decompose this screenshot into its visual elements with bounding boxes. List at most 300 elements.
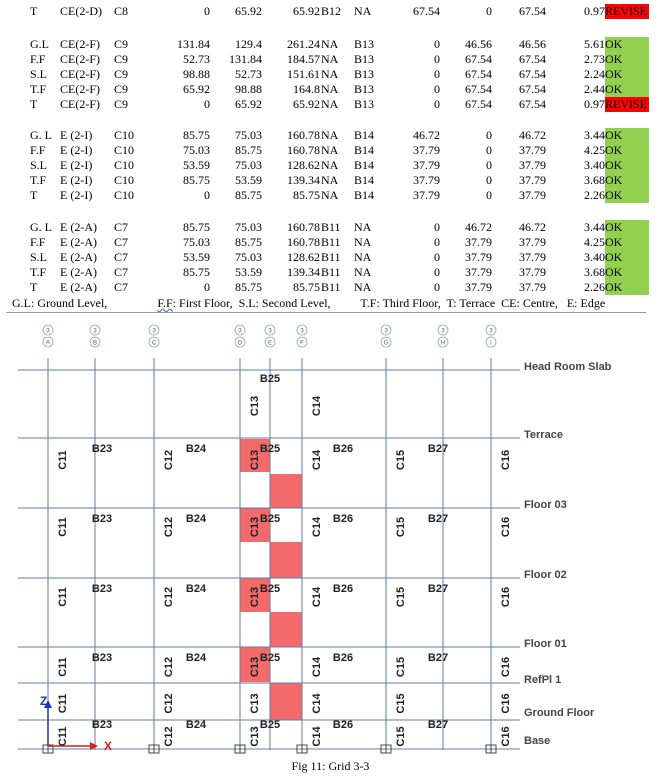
beam-label: B24 xyxy=(185,719,207,731)
beam-check-table xyxy=(0,0,661,320)
table-cell: 52.73 xyxy=(235,67,262,81)
table-cell: 67.54 xyxy=(465,82,492,96)
grid-elevation-drawing xyxy=(0,322,661,762)
column-label: C15 xyxy=(394,693,407,714)
level-label: Floor 01 xyxy=(524,638,567,650)
grid-bubble-number: 3 xyxy=(441,328,445,335)
column-label: C11 xyxy=(56,657,69,677)
status-ok-badge: OK xyxy=(605,52,649,67)
table-cell: F.F xyxy=(30,143,46,157)
table-cell: B14 xyxy=(354,158,375,172)
column-label: C13 xyxy=(248,516,261,538)
status-ok-badge: OK xyxy=(605,280,649,295)
column-label: C12 xyxy=(162,516,175,538)
table-cell: 2.73 xyxy=(584,52,605,66)
table-cell: C10 xyxy=(114,188,135,202)
beam-label: B23 xyxy=(91,719,113,731)
table-cell: E (2-I) xyxy=(60,188,93,202)
table-cell: 0 xyxy=(204,188,210,202)
beam-label: B27 xyxy=(427,443,449,455)
table-cell: E (2-A) xyxy=(60,235,97,249)
table-cell: 37.79 xyxy=(519,250,546,264)
table-cell: B12 xyxy=(321,4,342,18)
column-label: C14 xyxy=(310,449,323,471)
beam-label: B25 xyxy=(259,513,281,525)
table-cell: C9 xyxy=(114,82,129,96)
table-cell: NA xyxy=(321,158,339,172)
table-cell: 0.97 xyxy=(584,97,605,111)
table-cell: 0 xyxy=(486,4,492,18)
column-label: C11 xyxy=(56,587,69,607)
table-cell: C9 xyxy=(114,97,129,111)
table-cell: 0 xyxy=(434,52,440,66)
table-cell: 37.79 xyxy=(413,173,440,187)
beam-label: B27 xyxy=(427,652,449,664)
table-cell: 160.78 xyxy=(287,220,320,234)
table-cell: 67.54 xyxy=(465,97,492,111)
table-cell: 67.54 xyxy=(519,67,546,81)
z-axis-label: Z xyxy=(40,694,48,708)
level-label: Head Room Slab xyxy=(524,361,612,373)
table-cell: F.F xyxy=(30,235,46,249)
table-cell: 85.75 xyxy=(183,128,210,142)
table-cell: 0 xyxy=(204,280,210,294)
beam-label: B24 xyxy=(185,652,207,664)
table-cell: 151.61 xyxy=(287,67,320,81)
highlight-c14 xyxy=(270,474,302,508)
table-cell: NA xyxy=(321,82,339,96)
table-cell: 75.03 xyxy=(183,235,210,249)
beam-label: B25 xyxy=(259,443,281,455)
table-cell: 3.40 xyxy=(584,250,605,264)
table-cell: 46.56 xyxy=(465,37,492,51)
status-ok-badge: OK xyxy=(605,265,649,280)
table-cell: 160.78 xyxy=(287,128,320,142)
table-cell: 0 xyxy=(486,188,492,202)
table-row xyxy=(0,235,661,250)
table-row xyxy=(0,158,661,173)
table-cell: 65.92 xyxy=(183,82,210,96)
table-cell: 37.79 xyxy=(465,235,492,249)
highlight-c14 xyxy=(270,612,302,647)
table-cell: NA xyxy=(321,173,339,187)
beam-label: B23 xyxy=(91,513,113,525)
column-label: C11 xyxy=(56,450,69,470)
table-cell: C7 xyxy=(114,220,129,234)
table-cell: 0 xyxy=(486,173,492,187)
figure-caption: Fig 11: Grid 3-3 xyxy=(291,759,370,773)
table-cell: 3.68 xyxy=(584,173,605,187)
beam-label: B27 xyxy=(427,719,449,731)
table-row xyxy=(0,143,661,158)
table-cell: 98.88 xyxy=(183,67,210,81)
table-cell: 75.03 xyxy=(235,158,262,172)
table-cell: 46.72 xyxy=(519,220,546,234)
table-cell: 75.03 xyxy=(235,220,262,234)
table-cell: 3.44 xyxy=(584,220,605,234)
table-cell: 46.72 xyxy=(413,128,440,142)
table-cell: B14 xyxy=(354,128,375,142)
table-cell: NA xyxy=(354,220,372,234)
table-cell: 0 xyxy=(434,82,440,96)
grid-bubble-number: 3 xyxy=(46,328,50,335)
column-label: C12 xyxy=(162,726,175,747)
table-cell: B13 xyxy=(354,37,375,51)
table-cell: 46.72 xyxy=(465,220,492,234)
table-cell: 37.79 xyxy=(519,158,546,172)
table-cell: C10 xyxy=(114,158,135,172)
table-cell: B11 xyxy=(321,235,341,249)
beam-label: B26 xyxy=(332,652,354,664)
table-cell: E (2-I) xyxy=(60,128,93,142)
table-cell: T xyxy=(30,280,38,294)
column-label: C14 xyxy=(310,395,323,417)
beam-label: B25 xyxy=(259,652,281,664)
table-cell: 160.78 xyxy=(287,143,320,157)
table-cell: 160.78 xyxy=(287,235,320,249)
table-row xyxy=(0,280,661,295)
table-cell: C7 xyxy=(114,280,129,294)
table-row xyxy=(0,97,661,112)
table-cell: S.L xyxy=(30,67,48,81)
table-cell: C9 xyxy=(114,37,129,51)
table-cell: CE(2-F) xyxy=(60,67,100,81)
abbreviation-note: G.L: Ground Level, F.F: First Floor, S.L: Second Level, T.F: Third Floor, T: Terrace CE: Centre, E: Edge xyxy=(12,296,606,310)
table-cell: 128.62 xyxy=(287,250,320,264)
table-cell: 4.25 xyxy=(584,143,605,157)
table-cell: 53.59 xyxy=(183,158,210,172)
highlight-c14 xyxy=(270,683,302,720)
table-cell: C9 xyxy=(114,52,129,66)
table-cell: C8 xyxy=(114,4,129,18)
table-cell: 46.72 xyxy=(519,128,546,142)
level-label: Floor 03 xyxy=(524,499,567,511)
status-ok-badge: OK xyxy=(605,220,649,235)
column-label: C16 xyxy=(499,693,512,714)
table-cell: B13 xyxy=(354,82,375,96)
beam-label: B25 xyxy=(259,719,281,731)
column-label: C12 xyxy=(162,693,175,714)
beam-label: B26 xyxy=(332,719,354,731)
grid-bubble-number: 3 xyxy=(93,328,97,335)
beam-label-top: B25 xyxy=(259,373,281,385)
beam-label: B23 xyxy=(91,583,113,595)
table-cell: T.F xyxy=(30,265,47,279)
table-cell: CE(2-D) xyxy=(60,4,102,18)
table-cell: 2.26 xyxy=(584,188,605,202)
table-cell: T.F xyxy=(30,82,47,96)
table-cell: 0 xyxy=(204,97,210,111)
column-label: C16 xyxy=(499,726,512,747)
table-cell: G.L xyxy=(30,37,49,51)
status-ok-badge: OK xyxy=(605,173,649,188)
table-cell: C7 xyxy=(114,235,129,249)
grid-bubble-number: 3 xyxy=(152,328,156,335)
beam-label: B27 xyxy=(427,583,449,595)
table-row xyxy=(0,37,661,52)
table-cell: 3.68 xyxy=(584,265,605,279)
column-label: C14 xyxy=(310,656,323,678)
table-cell: T xyxy=(30,188,38,202)
table-cell: 131.84 xyxy=(229,52,262,66)
table-cell: 3.44 xyxy=(584,128,605,142)
table-cell: B11 xyxy=(321,265,341,279)
status-ok-badge: OK xyxy=(605,143,649,158)
table-cell: 75.03 xyxy=(183,143,210,157)
status-ok-badge: OK xyxy=(605,67,649,82)
table-cell: 67.54 xyxy=(519,82,546,96)
table-cell: NA xyxy=(321,143,339,157)
grid-bubble-label: H xyxy=(440,340,446,347)
column-label: C15 xyxy=(394,449,407,471)
table-cell: NA xyxy=(321,67,339,81)
table-cell: B11 xyxy=(321,250,341,264)
column-label: C12 xyxy=(162,656,175,678)
status-ok-badge: OK xyxy=(605,188,649,203)
table-cell: 0 xyxy=(434,235,440,249)
column-label: C16 xyxy=(499,449,512,471)
table-cell: 0 xyxy=(434,97,440,111)
column-label: C13 xyxy=(248,586,261,608)
table-cell: 0 xyxy=(204,4,210,18)
column-label: C13 xyxy=(248,693,261,714)
table-row xyxy=(0,128,661,143)
highlight-c14 xyxy=(270,542,302,578)
table-cell: E (2-A) xyxy=(60,250,97,264)
table-cell: 85.75 xyxy=(235,188,262,202)
table-cell: 0 xyxy=(434,67,440,81)
table-cell: 3.40 xyxy=(584,158,605,172)
table-cell: 98.88 xyxy=(235,82,262,96)
table-cell: C10 xyxy=(114,173,135,187)
grid-bubble-number: 3 xyxy=(489,328,493,335)
beam-label: B24 xyxy=(185,513,207,525)
table-cell: CE(2-F) xyxy=(60,52,100,66)
grid-bubble-number: 3 xyxy=(384,328,388,335)
table-cell: C10 xyxy=(114,143,135,157)
table-cell: 37.79 xyxy=(413,158,440,172)
grid-bubble-label: I xyxy=(490,340,492,347)
table-cell: CE(2-F) xyxy=(60,97,100,111)
table-cell: CE(2-F) xyxy=(60,82,100,96)
status-revise-badge: REVISE xyxy=(605,4,647,18)
table-cell: C10 xyxy=(114,128,135,142)
table-row xyxy=(0,4,661,19)
level-label: Floor 02 xyxy=(524,569,567,581)
status-ok-badge: OK xyxy=(605,235,649,250)
table-cell: B11 xyxy=(321,280,341,294)
table-cell: 139.34 xyxy=(287,265,320,279)
beam-label: B26 xyxy=(332,513,354,525)
table-cell: NA xyxy=(354,4,372,18)
table-cell: 85.75 xyxy=(183,220,210,234)
table-row xyxy=(0,265,661,280)
table-cell: T xyxy=(30,97,38,111)
table-cell: 2.26 xyxy=(584,280,605,294)
column-label: C13 xyxy=(248,726,261,747)
table-cell: C9 xyxy=(114,67,129,81)
table-cell: T.F xyxy=(30,173,47,187)
level-label: RefPl 1 xyxy=(524,674,562,686)
column-label: C12 xyxy=(162,586,175,608)
column-label: C13 xyxy=(248,395,261,417)
table-cell: 139.34 xyxy=(287,173,320,187)
table-row xyxy=(0,67,661,82)
table-cell: NA xyxy=(354,250,372,264)
table-row xyxy=(0,220,661,235)
column-label: C11 xyxy=(56,726,69,747)
status-ok-badge: OK xyxy=(605,158,649,173)
table-cell: NA xyxy=(321,52,339,66)
table-cell: C7 xyxy=(114,265,129,279)
table-cell: 85.75 xyxy=(183,265,210,279)
table-cell: 2.24 xyxy=(584,67,605,81)
table-cell: B13 xyxy=(354,52,375,66)
table-cell: 0 xyxy=(486,128,492,142)
table-cell: 0.97 xyxy=(584,4,605,18)
table-cell: CE(2-F) xyxy=(60,37,100,51)
table-cell: G. L xyxy=(30,220,52,234)
table-cell: 128.62 xyxy=(287,158,320,172)
table-cell: E (2-I) xyxy=(60,173,93,187)
table-cell: 0 xyxy=(434,265,440,279)
grid-bubble-label: C xyxy=(151,340,157,347)
table-cell: 85.75 xyxy=(293,188,320,202)
table-cell: G. L xyxy=(30,128,52,142)
table-cell: 0 xyxy=(434,280,440,294)
table-cell: 65.92 xyxy=(235,4,262,18)
table-cell: 53.59 xyxy=(235,173,262,187)
table-cell: 0 xyxy=(434,37,440,51)
level-label: Terrace xyxy=(524,429,563,441)
column-label: C14 xyxy=(310,693,323,714)
table-cell: 67.54 xyxy=(519,52,546,66)
table-cell: 37.79 xyxy=(465,265,492,279)
table-cell: 75.03 xyxy=(235,128,262,142)
table-row xyxy=(0,188,661,203)
table-cell: 85.75 xyxy=(235,143,262,157)
table-cell: 0 xyxy=(486,158,492,172)
table-cell: 2.44 xyxy=(584,82,605,96)
table-cell: 67.54 xyxy=(519,97,546,111)
column-label: C16 xyxy=(499,586,512,608)
table-cell: 37.79 xyxy=(519,265,546,279)
table-cell: 5.61 xyxy=(584,37,605,51)
table-cell: 37.79 xyxy=(413,188,440,202)
table-cell: 65.92 xyxy=(293,4,320,18)
table-cell: E (2-A) xyxy=(60,220,97,234)
column-label: C15 xyxy=(394,656,407,678)
column-label: C11 xyxy=(56,517,69,537)
table-row xyxy=(0,82,661,97)
table-cell: 67.54 xyxy=(413,4,440,18)
table-cell: E (2-A) xyxy=(60,265,97,279)
table-cell: 261.24 xyxy=(287,37,320,51)
column-label: C13 xyxy=(248,656,261,678)
table-cell: 184.57 xyxy=(287,52,320,66)
grid-bubble-label: G xyxy=(383,340,389,347)
table-cell: T xyxy=(30,4,38,18)
beam-label: B23 xyxy=(91,652,113,664)
table-cell: 67.54 xyxy=(519,4,546,18)
table-cell: 37.79 xyxy=(519,280,546,294)
grid-bubble-label: F xyxy=(300,340,304,347)
status-ok-badge: OK xyxy=(605,82,649,97)
column-label: C16 xyxy=(499,516,512,538)
table-cell: 37.79 xyxy=(519,188,546,202)
table-cell: C7 xyxy=(114,250,129,264)
grid-bubble-label: E xyxy=(267,340,273,347)
table-row xyxy=(0,173,661,188)
column-label: C15 xyxy=(394,726,407,747)
table-cell: B14 xyxy=(354,188,375,202)
table-cell: NA xyxy=(321,188,339,202)
level-label: Ground Floor xyxy=(524,707,595,719)
table-cell: F.F xyxy=(30,52,46,66)
table-cell: NA xyxy=(321,37,339,51)
table-cell: E (2-I) xyxy=(60,143,93,157)
column-label: C16 xyxy=(499,656,512,678)
grid-bubble-label: A xyxy=(45,340,51,347)
status-ok-badge: OK xyxy=(605,250,649,265)
column-label: C13 xyxy=(248,449,261,471)
grid-bubble-label: B xyxy=(92,340,98,347)
table-cell: 53.59 xyxy=(235,265,262,279)
table-cell: NA xyxy=(321,97,339,111)
table-cell: S.L xyxy=(30,250,48,264)
table-cell: S.L xyxy=(30,158,48,172)
level-label: Base xyxy=(524,735,551,747)
column-label: C15 xyxy=(394,516,407,538)
beam-label: B27 xyxy=(427,513,449,525)
column-label: C15 xyxy=(394,586,407,608)
table-cell: 65.92 xyxy=(235,97,262,111)
grid-bubble-number: 3 xyxy=(238,328,242,335)
table-cell: 37.79 xyxy=(465,280,492,294)
table-cell: B13 xyxy=(354,67,375,81)
table-row xyxy=(0,52,661,67)
status-revise-badge: REVISE xyxy=(605,97,647,111)
column-label: C12 xyxy=(162,449,175,471)
table-cell: 67.54 xyxy=(465,52,492,66)
beam-label: B24 xyxy=(185,583,207,595)
table-cell: 129.4 xyxy=(235,37,262,51)
table-cell: B13 xyxy=(354,97,375,111)
table-cell: 85.75 xyxy=(235,280,262,294)
table-cell: 46.56 xyxy=(519,37,546,51)
beam-label: B26 xyxy=(332,583,354,595)
grid-elevation-figure xyxy=(0,322,661,762)
table-cell: 65.92 xyxy=(293,97,320,111)
beam-label: B26 xyxy=(332,443,354,455)
table-cell: B14 xyxy=(354,173,375,187)
beam-label: B25 xyxy=(259,583,281,595)
column-label: C14 xyxy=(310,516,323,538)
table-cell: 52.73 xyxy=(183,52,210,66)
column-label: C14 xyxy=(310,726,323,747)
x-axis-label: X xyxy=(104,739,113,753)
table-bottom-rule xyxy=(6,312,646,313)
table-cell: 0 xyxy=(486,143,492,157)
table-cell: 37.79 xyxy=(519,235,546,249)
beam-label: B24 xyxy=(185,443,207,455)
table-cell: B11 xyxy=(321,220,341,234)
table-cell: 0 xyxy=(434,220,440,234)
table-cell: 75.03 xyxy=(235,250,262,264)
table-cell: E (2-I) xyxy=(60,158,93,172)
table-cell: 85.75 xyxy=(293,280,320,294)
table-cell: 37.79 xyxy=(413,143,440,157)
